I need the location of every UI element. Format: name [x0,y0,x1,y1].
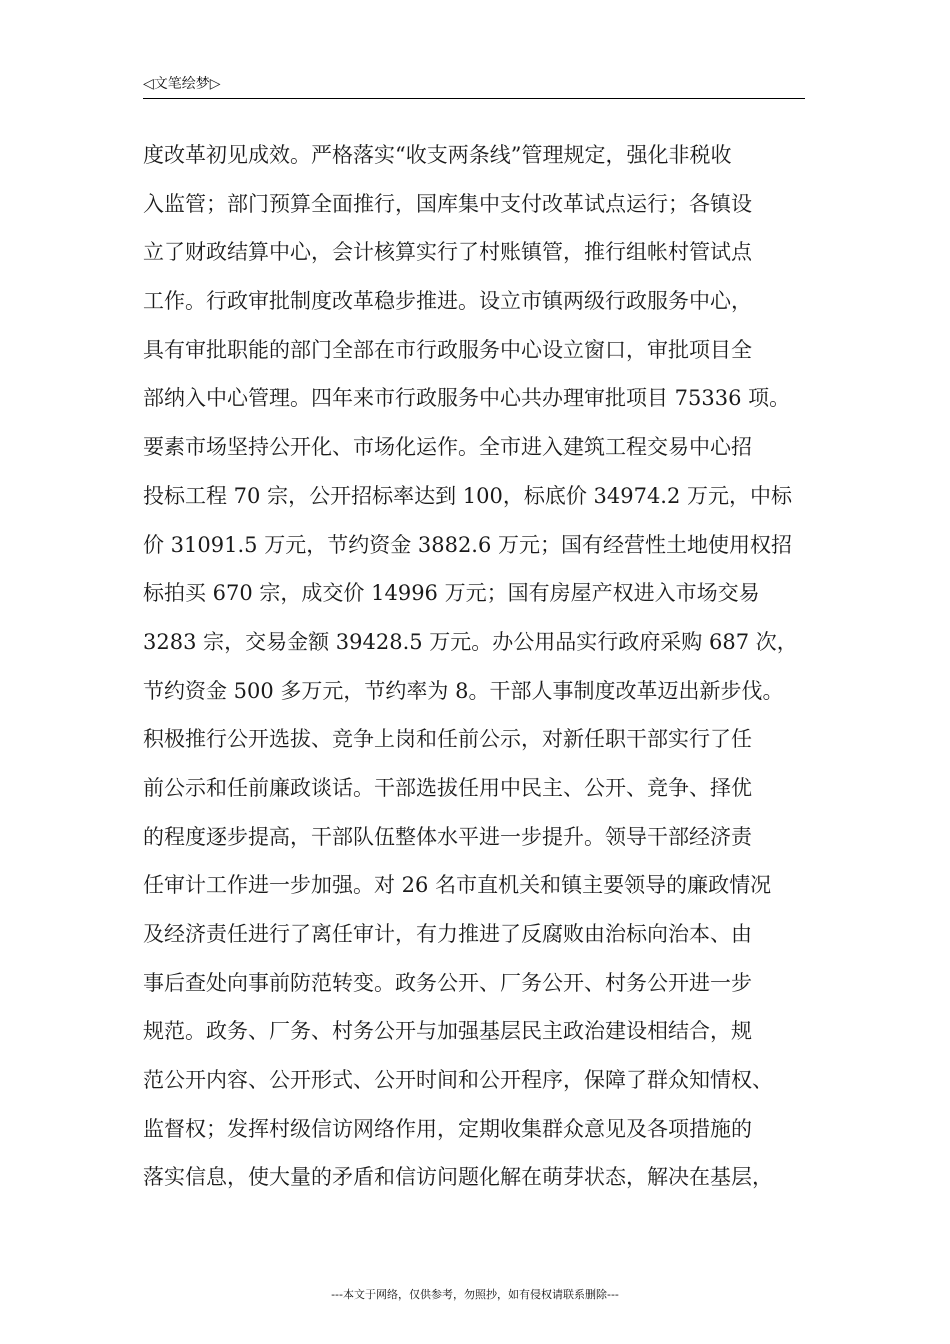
body-line: 具有审批职能的部门全部在市行政服务中心设立窗口，审批项目全 [143,337,752,362]
body-line: 入监管；部门预算全面推行，国库集中支付改革试点运行；各镇设 [143,191,752,216]
body-line: 的程度逐步提高，干部队伍整体水平进一步提升。领导干部经济责 [143,824,752,849]
body-line: 任审计工作进一步加强。对 26 名市直机关和镇主要领导的廉政情况 [143,873,772,898]
body-line: 3283 宗，交易金额 39428.5 万元。办公用品实行政府采购 687 次， [143,629,798,654]
body-line: 标拍买 670 宗，成交价 14996 万元；国有房屋产权进入市场交易 [143,581,760,606]
body-line: 范公开内容、公开形式、公开时间和公开程序，保障了群众知情权、 [143,1068,773,1093]
body-line: 规范。政务、厂务、村务公开与加强基层民主政治建设相结合，规 [143,1019,752,1044]
body-line: 工作。行政审批制度改革稳步推进。设立市镇两级行政服务中心， [143,289,752,314]
body-line: 及经济责任进行了离任审计，有力推进了反腐败由治标向治本、由 [143,922,752,946]
body-line: 部纳入中心管理。四年来市行政服务中心共办理审批项目 75336 项。 [143,386,791,411]
body-line: 要素市场坚持公开化、市场化运作。全市进入建筑工程交易中心招 [143,435,752,460]
body-line: 落实信息，使大量的矛盾和信访问题化解在萌芽状态，解决在基层， [143,1165,773,1190]
body-line: 度改革初见成效。严格落实“收支两条线”管理规定，强化非税收 [143,143,732,167]
body-text [143,131,823,1202]
footer-disclaimer: ---本文于网络，仅供参考，勿照抄，如有侵权请联系删除--- [331,1288,619,1301]
body-line: 价 31091.5 万元，节约资金 3882.6 万元；国有经营性土地使用权招 [143,532,793,557]
body-line: 积极推行公开选拔、竞争上岗和任前公示，对新任职干部实行了任 [143,727,752,752]
body-line: 前公示和任前廉政谈话。干部选拔任用中民主、公开、竞争、择优 [143,775,752,800]
page-footer [0,1286,950,1302]
page-header [143,74,805,99]
body-line: 节约资金 500 多万元，节约率为 8。干部人事制度改革迈出新步伐。 [143,678,784,703]
body-line: 立了财政结算中心，会计核算实行了村账镇管，推行组帐村管试点 [143,240,752,265]
header-brand: ◁文笔绘梦▷ [143,76,221,92]
body-line: 监督权；发挥村级信访网络作用，定期收集群众意见及各项措施的 [143,1116,752,1141]
body-line: 投标工程 70 宗，公开招标率达到 100，标底价 34974.2 万元，中标 [143,483,793,508]
body-line: 事后查处向事前防范转变。政务公开、厂务公开、村务公开进一步 [143,970,752,995]
